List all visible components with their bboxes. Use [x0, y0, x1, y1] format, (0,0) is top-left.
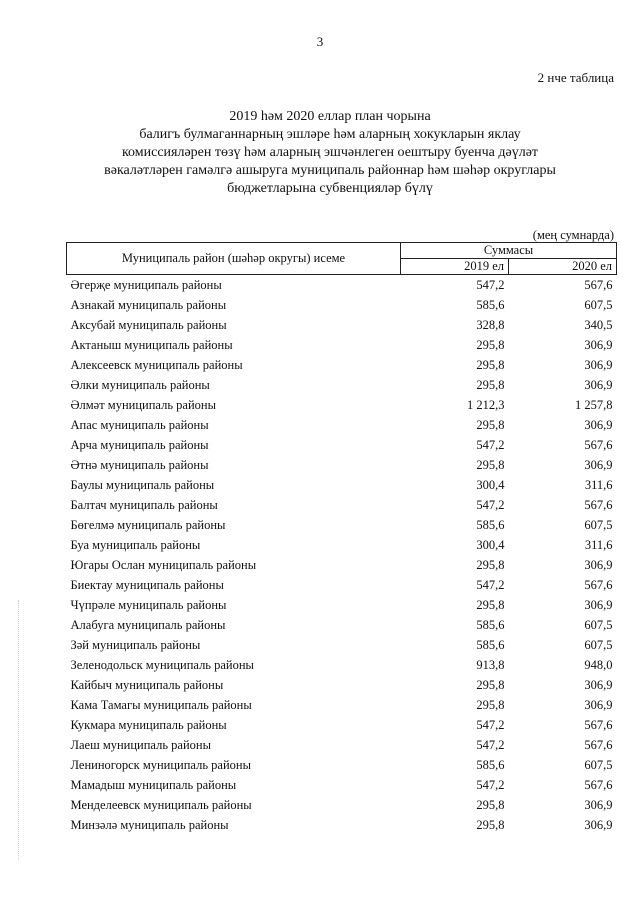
district-name: Балтач муниципаль районы — [70, 497, 218, 512]
value-2019: 295,8 — [476, 797, 505, 812]
value-2019: 547,2 — [476, 577, 505, 592]
table-row — [67, 815, 617, 835]
value-2020: 607,5 — [584, 637, 613, 652]
table-row — [67, 775, 617, 795]
table-row — [67, 415, 617, 435]
value-2020: 567,6 — [584, 777, 613, 792]
value-2019: 295,8 — [476, 557, 505, 572]
value-2020: 306,9 — [584, 457, 613, 472]
value-2019: 585,6 — [476, 297, 505, 312]
table-row — [67, 555, 617, 575]
year-2020-header: 2020 ел — [509, 259, 617, 275]
table-row — [67, 395, 617, 415]
value-2020: 607,5 — [584, 757, 613, 772]
district-name: Чүпрәле муниципаль районы — [70, 597, 227, 612]
district-name: Алабуга муниципаль районы — [70, 617, 226, 632]
table-row — [67, 615, 617, 635]
district-name: Мамадыш муниципаль районы — [70, 777, 237, 792]
value-2019: 295,8 — [476, 417, 505, 432]
subvention-table — [66, 242, 617, 835]
district-name: Кукмара муниципаль районы — [70, 717, 227, 732]
value-2019: 300,4 — [476, 537, 505, 552]
title-line: комиссияләрен төзү һәм аларның эшчәнлеген оештыру буенча дәүләт — [121, 145, 539, 160]
district-name: Әлки муниципаль районы — [70, 377, 210, 392]
units-note: (мең сумнарда) — [532, 228, 614, 242]
district-name: Әгерҗе муниципаль районы — [70, 277, 222, 292]
margin-mark — [18, 600, 20, 860]
value-2020: 948,0 — [584, 657, 613, 672]
title-line: вәкаләтләрен гамәлгә ашыруга муниципаль районнар һәм шәһәр округлары — [104, 163, 556, 178]
table-row — [67, 715, 617, 735]
table-row — [67, 735, 617, 755]
district-name: Югары Ослан муниципаль районы — [70, 557, 257, 572]
district-name: Лениногорск муниципаль районы — [70, 757, 251, 772]
value-2019: 295,8 — [476, 697, 505, 712]
district-name: Лаеш муниципаль районы — [70, 737, 211, 752]
value-2019: 547,2 — [476, 497, 505, 512]
title-line: балигъ булмаганнарның эшләре һәм аларның хокукларын яклау — [139, 127, 521, 142]
value-2020: 306,9 — [584, 357, 613, 372]
value-2020: 311,6 — [584, 537, 613, 552]
value-2020: 607,5 — [584, 617, 613, 632]
value-2020: 1 257,8 — [575, 397, 613, 412]
district-name: Зеленодольск муниципаль районы — [70, 657, 254, 672]
value-2020: 567,6 — [584, 737, 613, 752]
value-2019: 300,4 — [476, 477, 505, 492]
table-row — [67, 755, 617, 775]
name-column-header: Муниципаль район (шәһәр округы) исеме — [67, 243, 401, 275]
table-row — [67, 515, 617, 535]
district-name: Менделеевск муниципаль районы — [70, 797, 252, 812]
table-row — [67, 495, 617, 515]
table-row — [67, 275, 617, 296]
district-name: Минзәлә муниципаль районы — [70, 817, 229, 832]
district-name: Зәй муниципаль районы — [70, 637, 201, 652]
table-row — [67, 655, 617, 675]
value-2020: 306,9 — [584, 557, 613, 572]
district-name: Азнакай муниципаль районы — [70, 297, 227, 312]
value-2020: 306,9 — [584, 817, 613, 832]
value-2019: 585,6 — [476, 637, 505, 652]
district-name: Арча муниципаль районы — [70, 437, 209, 452]
value-2019: 295,8 — [476, 597, 505, 612]
table-row — [67, 675, 617, 695]
table-row — [67, 635, 617, 655]
document-title — [80, 108, 580, 198]
table-row — [67, 695, 617, 715]
value-2020: 306,9 — [584, 677, 613, 692]
value-2019: 547,2 — [476, 777, 505, 792]
value-2019: 547,2 — [476, 277, 505, 292]
value-2020: 567,6 — [584, 577, 613, 592]
district-name: Буа муниципаль районы — [70, 537, 201, 552]
value-2019: 295,8 — [476, 817, 505, 832]
value-2020: 306,9 — [584, 377, 613, 392]
table-row — [67, 435, 617, 455]
value-2019: 295,8 — [476, 337, 505, 352]
page-number: 3 — [316, 34, 324, 49]
district-name: Бөгелмә муниципаль районы — [70, 517, 226, 532]
value-2020: 306,9 — [584, 597, 613, 612]
value-2020: 306,9 — [584, 337, 613, 352]
value-2019: 1 212,3 — [467, 397, 505, 412]
value-2019: 547,2 — [476, 437, 505, 452]
table-row — [67, 335, 617, 355]
value-2020: 607,5 — [584, 517, 613, 532]
value-2020: 306,9 — [584, 797, 613, 812]
value-2020: 340,5 — [584, 317, 613, 332]
sum-column-header: Суммасы — [401, 243, 617, 259]
table-row — [67, 315, 617, 335]
value-2019: 328,8 — [476, 317, 505, 332]
value-2019: 585,6 — [476, 757, 505, 772]
district-name: Әтнә муниципаль районы — [70, 457, 209, 472]
table-row — [67, 295, 617, 315]
district-name: Актаныш муниципаль районы — [70, 337, 233, 352]
title-line: бюджетларына субвенцияләр бүлү — [227, 181, 433, 196]
district-name: Әлмәт муниципаль районы — [70, 397, 216, 412]
year-2019-header: 2019 ел — [401, 259, 509, 275]
table-label: 2 нче таблица — [537, 70, 614, 85]
title-line: 2019 һәм 2020 еллар план чорына — [229, 109, 431, 124]
table-row — [67, 375, 617, 395]
value-2020: 311,6 — [584, 477, 613, 492]
value-2019: 585,6 — [476, 517, 505, 532]
value-2019: 295,8 — [476, 677, 505, 692]
table-row — [67, 455, 617, 475]
table-body — [67, 275, 617, 836]
value-2019: 547,2 — [476, 737, 505, 752]
table-row — [67, 355, 617, 375]
value-2019: 585,6 — [476, 617, 505, 632]
table-row — [67, 795, 617, 815]
value-2019: 295,8 — [476, 377, 505, 392]
value-2019: 547,2 — [476, 717, 505, 732]
table-row — [67, 535, 617, 555]
value-2019: 913,8 — [476, 657, 505, 672]
district-name: Алексеевск муниципаль районы — [70, 357, 243, 372]
district-name: Кайбыч муниципаль районы — [70, 677, 224, 692]
value-2020: 567,6 — [584, 717, 613, 732]
value-2019: 295,8 — [476, 457, 505, 472]
district-name: Биектау муниципаль районы — [70, 577, 224, 592]
table-row — [67, 575, 617, 595]
district-name: Аксубай муниципаль районы — [70, 317, 227, 332]
value-2020: 567,6 — [584, 497, 613, 512]
value-2020: 607,5 — [584, 297, 613, 312]
district-name: Апас муниципаль районы — [70, 417, 209, 432]
value-2020: 306,9 — [584, 417, 613, 432]
value-2020: 567,6 — [584, 437, 613, 452]
district-name: Кама Тамагы муниципаль районы — [70, 697, 252, 712]
table-row — [67, 475, 617, 495]
value-2020: 567,6 — [584, 277, 613, 292]
table-row — [67, 595, 617, 615]
value-2020: 306,9 — [584, 697, 613, 712]
value-2019: 295,8 — [476, 357, 505, 372]
district-name: Баулы муниципаль районы — [70, 477, 215, 492]
